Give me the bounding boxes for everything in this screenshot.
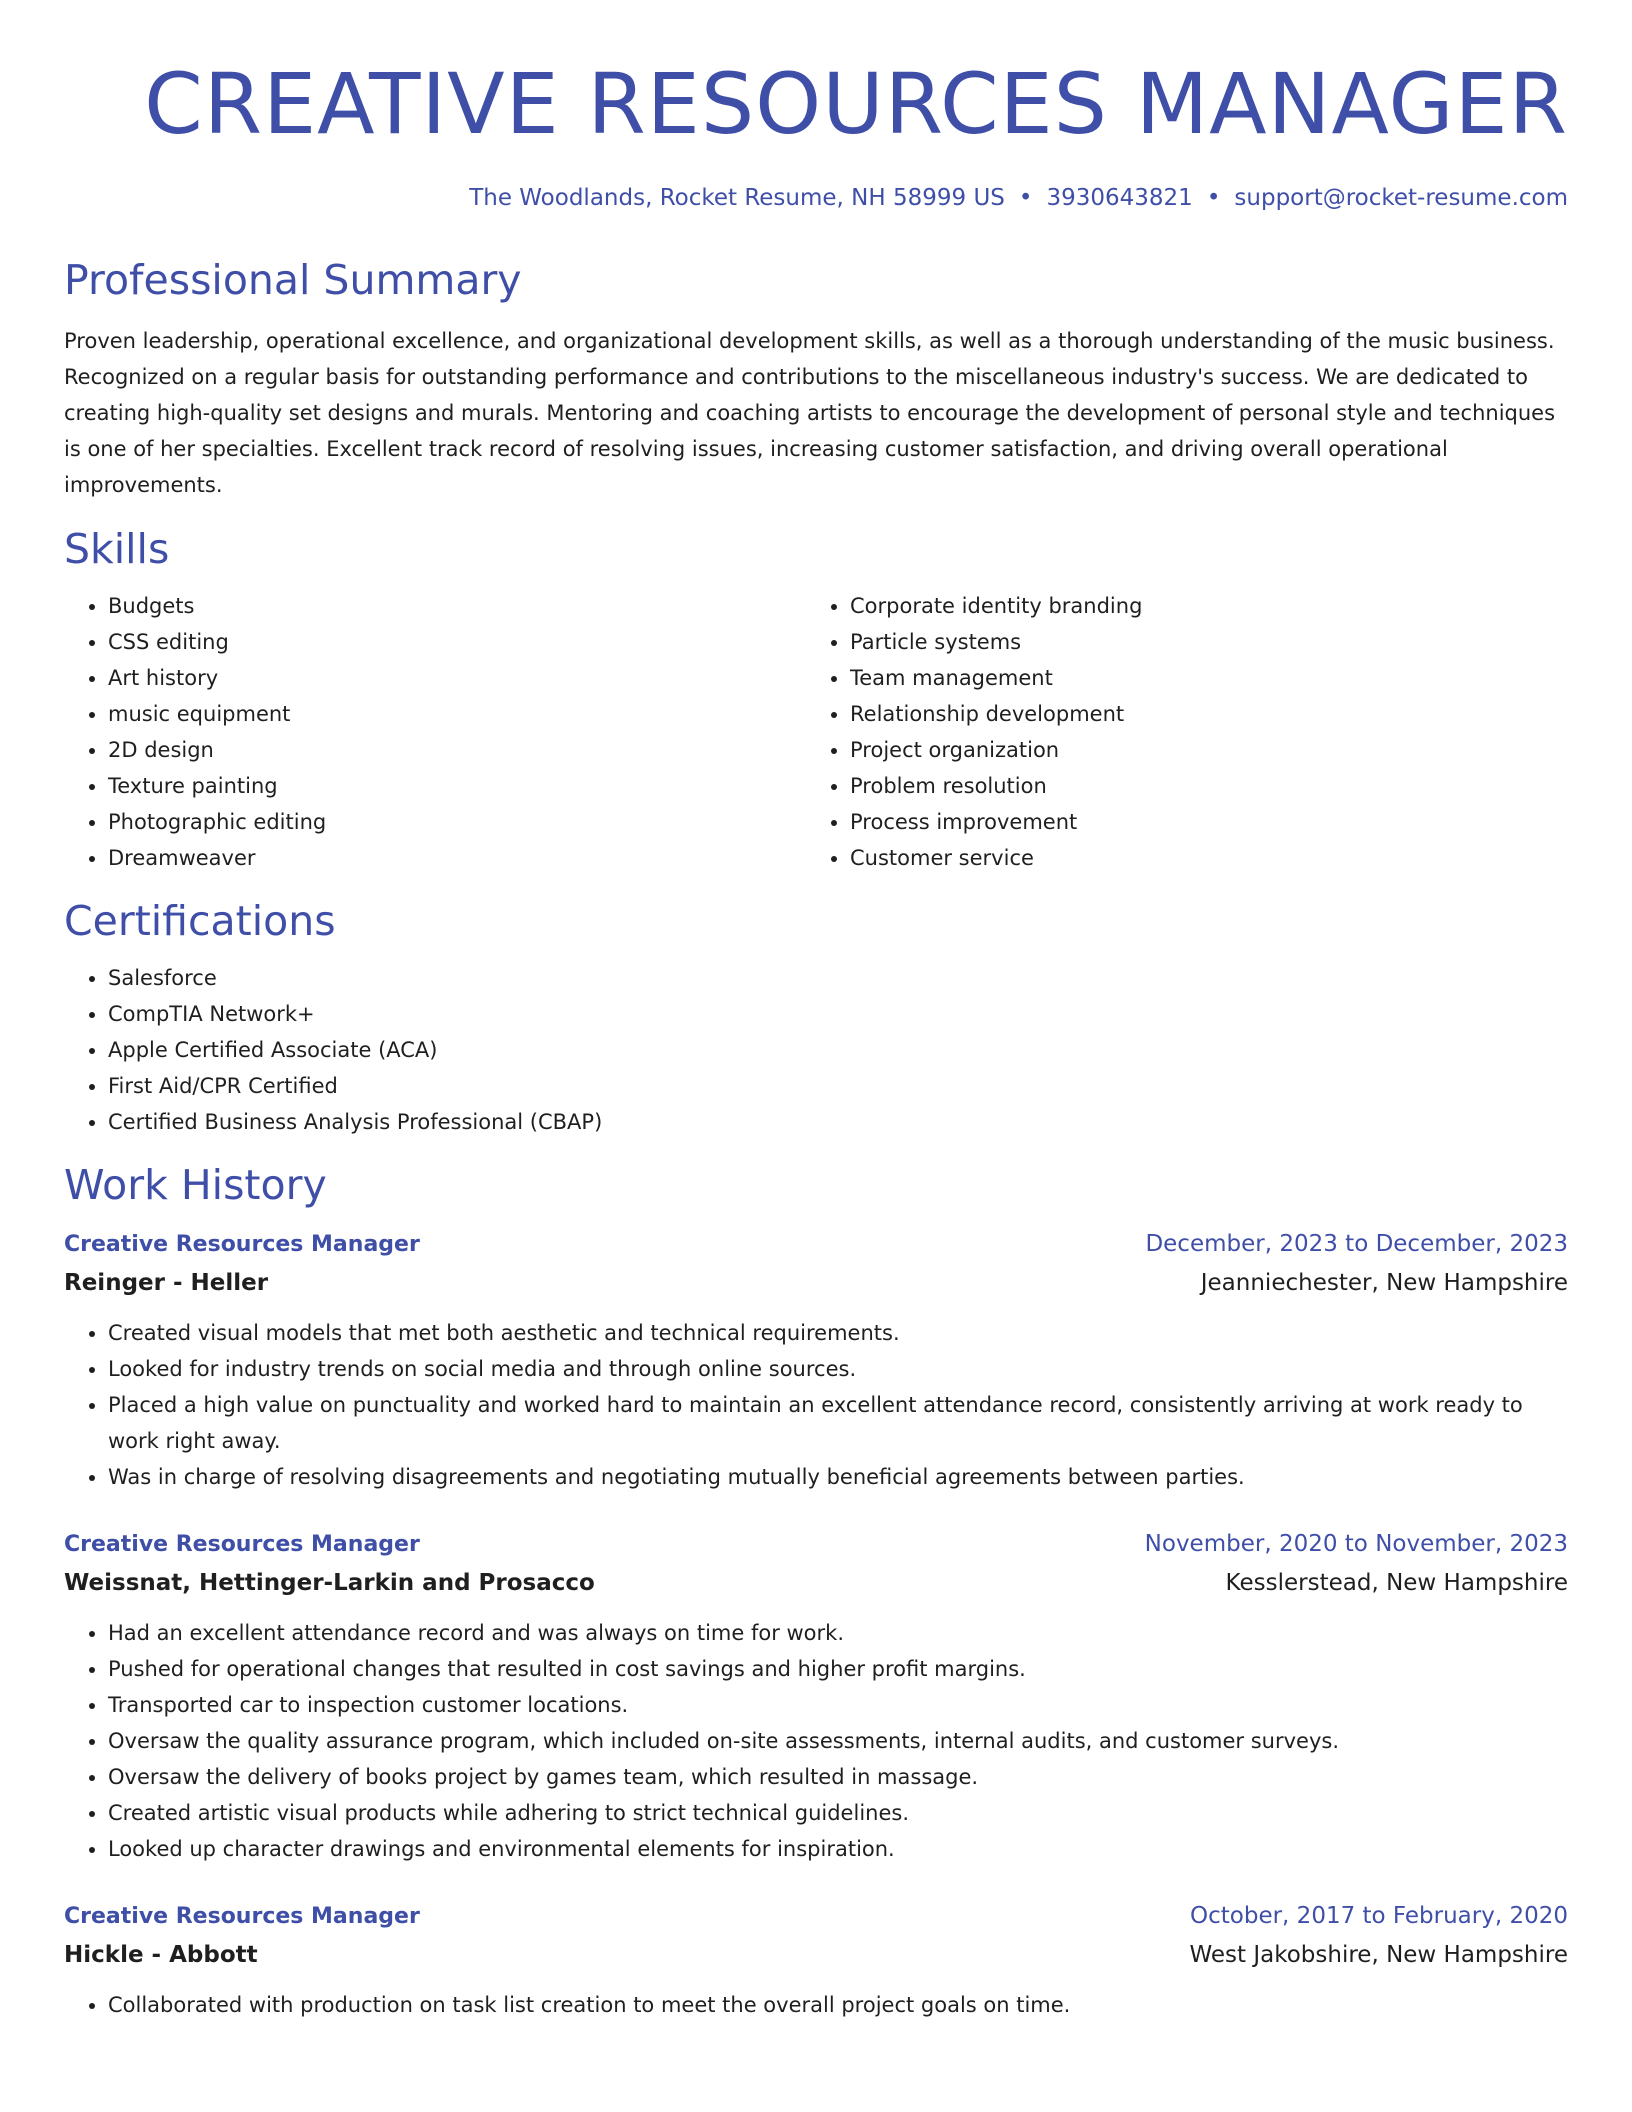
skill-item: • Texture painting [108,768,806,804]
job-location: Jeanniechester, New Hampshire [1200,1270,1568,1296]
certification-item: • Salesforce [108,960,1568,996]
job-bullet: • Pushed for operational changes that resulted in cost savings and higher profit margins. [108,1651,1568,1687]
section-title: Skills [64,525,170,573]
section-title: Certifications [64,897,336,945]
job-employer-row [64,1935,1568,1975]
job-company: Hickle - Abbott [64,1942,258,1968]
job-title: Creative Resources Manager [64,1532,420,1557]
job-bullet: • Oversaw the delivery of books project by games team, which resulted in massage. [108,1759,1568,1795]
skill-item: • Budgets [108,588,806,624]
certification-item: • CompTIA Network+ [108,996,1568,1032]
job-bullet: • Created artistic visual products while adhering to strict technical guidelines. [108,1795,1568,1831]
job-entry [64,1226,1568,1495]
job-bullet: • Had an excellent attendance record and was always on time for work. [108,1615,1568,1651]
certifications-section [64,896,1568,1140]
skills-columns [64,588,1568,876]
skill-item: • 2D design [108,732,806,768]
job-bullet: • Transported car to inspection customer locations. [108,1687,1568,1723]
summary-section [64,255,1568,503]
skill-item: • Relationship development [850,696,1548,732]
job-employer-row [64,1563,1568,1603]
job-dates: November, 2020 to November, 2023 [1144,1531,1568,1557]
resume-header [64,0,1568,214]
section-title: Professional Summary [64,256,522,304]
skill-item: • Corporate identity branding [850,588,1548,624]
job-entry [64,1526,1568,1867]
certifications-list [64,960,1568,1140]
certification-item: • First Aid/CPR Certified [108,1068,1568,1104]
skill-item: • Customer service [850,840,1548,876]
job-entry [64,1898,1568,2023]
section-title: Work History [64,1161,327,1209]
job-bullet: • Placed a high value on punctuality and worked hard to maintain an excellent attendance record, consistently arriving at work ready to work right away. [108,1387,1568,1459]
job-bullets [64,1315,1568,1495]
contact-email: support@rocket-resume.com [1234,185,1568,211]
skill-item: • Problem resolution [850,768,1548,804]
skill-item: • CSS editing [108,624,806,660]
skill-item: • Particle systems [850,624,1548,660]
job-bullet: • Oversaw the quality assurance program, which included on-site assessments, internal audits, and customer surveys. [108,1723,1568,1759]
skill-item: • Process improvement [850,804,1548,840]
contact-separator: • [1206,185,1221,211]
job-title: Creative Resources Manager [64,1232,420,1257]
skills-list [64,588,806,876]
skills-section [64,524,1568,876]
job-bullet: • Was in charge of resolving disagreements and negotiating mutually beneficial agreements between parties. [108,1459,1568,1495]
job-dates: October, 2017 to February, 2020 [1190,1903,1568,1929]
job-location: Kesslerstead, New Hampshire [1225,1570,1568,1596]
contact-phone: 3930643821 [1046,185,1193,211]
job-bullet: • Looked for industry trends on social media and through online sources. [108,1351,1568,1387]
candidate-name: CREATIVE RESOURCES MANAGER [144,55,1568,153]
job-dates: December, 2023 to December, 2023 [1145,1231,1568,1257]
skill-item: • Art history [108,660,806,696]
job-bullets [64,1615,1568,1867]
skill-item: • Project organization [850,732,1548,768]
certification-item: • Apple Certified Associate (ACA) [108,1032,1568,1068]
contact-line [64,182,1568,214]
skill-item: • Team management [850,660,1548,696]
skill-item: • Photographic editing [108,804,806,840]
job-location: West Jakobshire, New Hampshire [1189,1942,1568,1968]
job-bullet: • Created visual models that met both aesthetic and technical requirements. [108,1315,1568,1351]
skills-column-right [806,588,1548,876]
skills-list [806,588,1548,876]
job-bullet: • Looked up character drawings and environmental elements for inspiration. [108,1831,1568,1867]
job-header-row [64,1226,1568,1263]
skill-item: • Dreamweaver [108,840,806,876]
work-history-section [64,1160,1568,2023]
contact-address: The Woodlands, Rocket Resume, NH 58999 US [469,185,1005,211]
job-header-row [64,1526,1568,1563]
contact-separator: • [1018,185,1033,211]
job-company: Weissnat, Hettinger-Larkin and Prosacco [64,1570,595,1596]
job-company: Reinger - Heller [64,1270,269,1296]
job-title: Creative Resources Manager [64,1904,420,1929]
skill-item: • music equipment [108,696,806,732]
summary-text: Proven leadership, operational excellence, and organizational development skills, as well as a thorough understanding of the music business. Recognized on a regular basis for outstanding performance and contributions to the miscellaneous industry's success. We are dedicated to creating high-quality set designs and murals. Mentoring and coaching artists to encourage the development of personal style and techniques is one of her specialties. Excellent track record of resolving issues, increasing customer satisfaction, and driving overall operational improvements. [64,329,1556,497]
job-bullet: • Collaborated with production on task list creation to meet the overall project goals on time. [108,1987,1568,2023]
skills-column-left [64,588,806,876]
certification-item: • Certified Business Analysis Professional (CBAP) [108,1104,1568,1140]
job-employer-row [64,1263,1568,1303]
job-header-row [64,1898,1568,1935]
job-bullets [64,1987,1568,2023]
